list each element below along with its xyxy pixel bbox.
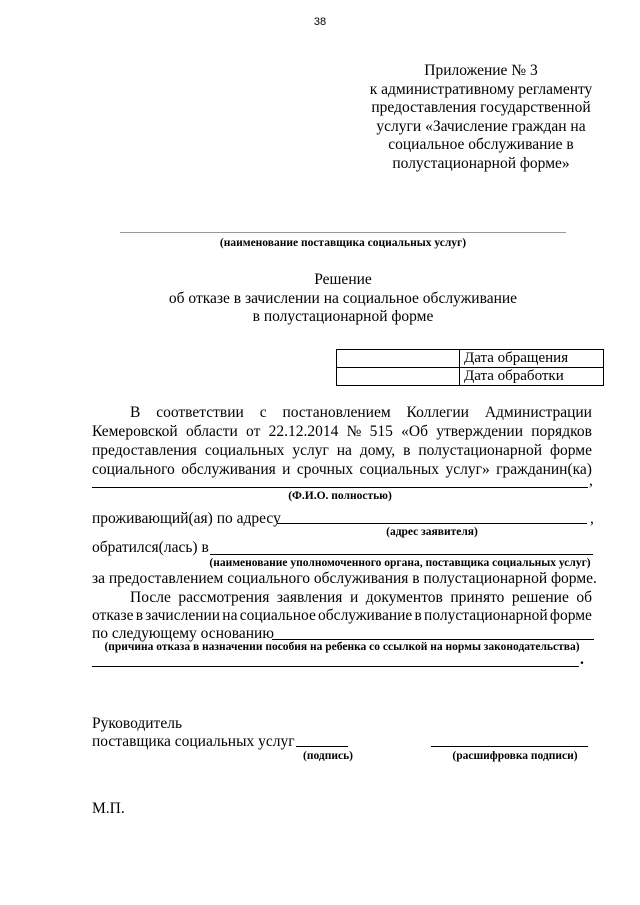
word: Коллегии: [406, 404, 469, 421]
applied-label: обратился(лась) в: [92, 539, 209, 556]
appendix-line: полустационарной форме»: [392, 154, 570, 172]
comma: ,: [589, 472, 593, 489]
reason-caption: (причина отказа в назначении пособия на ребенка со ссылкой на нормы законодательства): [104, 641, 580, 653]
comma: ,: [590, 510, 594, 527]
word: обслуживание: [318, 607, 413, 624]
word: В: [130, 404, 141, 421]
paragraph-line: [92, 442, 592, 460]
paragraph-line: [92, 461, 592, 479]
provider-caption: (наименование поставщика социальных услуг): [219, 237, 467, 249]
paragraph-line: [130, 589, 592, 607]
provider-name-line[interactable]: [120, 232, 566, 233]
word: от: [246, 423, 261, 440]
word: Кемеровской: [92, 423, 178, 440]
word: предоставления: [92, 442, 197, 459]
word: форме: [549, 607, 592, 624]
table-row: [337, 368, 604, 386]
word: на: [336, 442, 352, 459]
paragraph-line: [130, 404, 592, 422]
word: в: [135, 607, 144, 624]
word: области: [185, 423, 238, 440]
basis-label: по следующему основанию: [92, 625, 274, 642]
basis-line[interactable]: [272, 639, 594, 640]
word: «Об: [401, 423, 429, 440]
word: полустационарной: [424, 607, 548, 624]
word: социальных: [204, 442, 285, 459]
address-caption: (адрес заявителя): [386, 526, 478, 538]
word: постановлением: [282, 404, 391, 421]
word: обслуживания: [181, 461, 276, 478]
stamp-label: М.П.: [92, 800, 125, 817]
word: полустационарной: [418, 442, 543, 459]
word: форме: [549, 442, 592, 459]
dates-table: [336, 349, 604, 386]
application-date-value[interactable]: [337, 350, 460, 368]
word: заявления: [276, 589, 343, 606]
appendix-header: [350, 62, 612, 173]
word: Администрации: [484, 404, 592, 421]
signature-decode-line[interactable]: [431, 746, 588, 747]
applied-line[interactable]: [210, 554, 593, 555]
word: социальных: [359, 461, 440, 478]
appendix-line: Приложение № 3: [424, 62, 538, 79]
application-date-label: Дата обращения: [460, 350, 604, 368]
word: социального: [92, 461, 175, 478]
fio-caption: (Ф.И.О. полностью): [288, 490, 392, 502]
paragraph-line: [92, 607, 592, 625]
word: 515: [369, 423, 393, 440]
word: отказе: [92, 607, 134, 624]
word: дому,: [359, 442, 396, 459]
appendix-line: социальное обслуживание в: [388, 136, 574, 153]
decision-subtitle-line: об отказе в зачислении на социальное обслуживание: [168, 289, 518, 307]
address-label: проживающий(ая) по адресу: [92, 510, 281, 527]
address-line[interactable]: [277, 523, 587, 524]
word: После: [130, 589, 171, 606]
page-number: 38: [313, 16, 327, 28]
word: решение: [511, 589, 569, 606]
applied-caption: (наименование уполномоченного органа, поставщика социальных услуг): [209, 557, 591, 569]
signature-line[interactable]: [296, 746, 348, 747]
appendix-line: к административному регламенту: [369, 80, 593, 98]
signature-decode-caption: (расшифровка подписи): [452, 750, 578, 762]
provider-head-label: поставщика социальных услуг: [92, 733, 295, 750]
word: срочных: [296, 461, 354, 478]
signature-caption: (подпись): [303, 750, 353, 762]
word: принято: [450, 589, 505, 606]
head-title: Руководитель: [92, 715, 183, 732]
word: услуг: [292, 442, 329, 459]
word: об: [576, 589, 592, 606]
word: рассмотрения: [178, 589, 270, 606]
word: и: [282, 461, 291, 478]
word: №: [346, 423, 362, 440]
decision-subtitle-line: в полустационарной форме: [252, 308, 434, 325]
word: услуг»: [445, 461, 490, 478]
table-row: [337, 350, 604, 368]
word: на: [222, 607, 238, 624]
appendix-line: услуги «Зачисление граждан на: [376, 117, 586, 135]
decision-heading: [0, 271, 640, 327]
word: документов: [365, 589, 443, 606]
word: зачислении: [145, 607, 221, 624]
word: в: [414, 607, 422, 624]
processing-date-label: Дата обработки: [460, 368, 604, 386]
period: .: [580, 651, 584, 668]
word: с: [259, 404, 267, 421]
service-line: за предоставлением социального обслуживания в полустационарной форме.: [92, 570, 597, 587]
word: и: [349, 589, 359, 606]
appendix-line: предоставления государственной: [371, 99, 591, 116]
word: 22.12.2014: [268, 423, 339, 440]
word: соответствии: [156, 404, 244, 421]
paragraph-line: [92, 423, 592, 441]
word: гражданин(ка): [496, 461, 592, 478]
processing-date-value[interactable]: [337, 368, 460, 386]
word: в: [403, 442, 411, 459]
decision-title: Решение: [314, 271, 372, 288]
reason-line[interactable]: [92, 666, 579, 667]
fio-line[interactable]: [92, 487, 588, 488]
word: социальное: [239, 607, 316, 624]
word: утверждении: [436, 423, 524, 440]
word: порядков: [531, 423, 592, 440]
